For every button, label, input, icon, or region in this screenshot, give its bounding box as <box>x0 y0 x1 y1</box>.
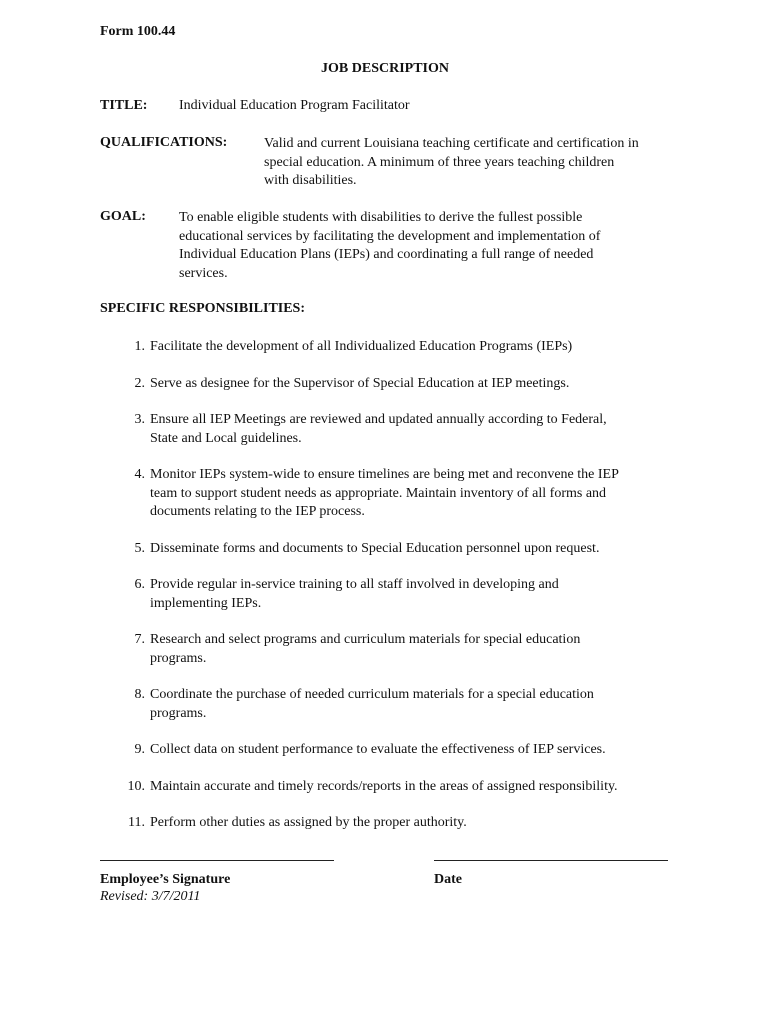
qualifications-line: Valid and current Louisiana teaching certificate and certification in <box>264 136 639 151</box>
qualifications-line: with disabilities. <box>264 173 357 188</box>
item-line: Disseminate forms and documents to Special Education personnel upon request. <box>150 540 600 556</box>
item-number: 5. <box>134 540 145 556</box>
item-line: Monitor IEPs system-wide to ensure timelines are being met and reconvene the IEP <box>150 467 619 482</box>
qualifications-label: QUALIFICATIONS: <box>100 135 228 150</box>
item-line: Perform other duties as assigned by the proper authority. <box>150 815 467 830</box>
employee-signature-label: Employee’s Signature <box>100 872 231 887</box>
item-text <box>145 411 680 448</box>
qualifications-line: special education. A minimum of three years teaching children <box>264 154 615 170</box>
list-item <box>100 576 680 613</box>
date-line[interactable] <box>434 860 668 861</box>
list-item <box>100 631 680 668</box>
item-text <box>145 814 680 833</box>
item-line: Research and select programs and curriculum materials for special education <box>150 632 581 647</box>
list-item <box>100 466 680 522</box>
qualifications-text <box>264 135 684 191</box>
item-line: Collect data on student performance to evaluate the effectiveness of IEP services. <box>150 742 606 757</box>
item-number: 10. <box>127 778 145 794</box>
item-line: Coordinate the purchase of needed curriculum materials for a special education <box>150 687 594 702</box>
list-item <box>100 540 680 559</box>
item-number: 11. <box>128 815 145 830</box>
goal-label: GOAL: <box>100 209 146 224</box>
document-heading: JOB DESCRIPTION <box>321 61 449 76</box>
form-number: Form 100.44 <box>100 24 176 39</box>
goal-text <box>179 209 649 283</box>
list-item <box>100 338 680 357</box>
item-line: State and Local guidelines. <box>150 430 302 446</box>
item-line: Ensure all IEP Meetings are reviewed and updated annually according to Federal, <box>150 412 607 427</box>
item-line: documents relating to the IEP process. <box>150 504 365 519</box>
item-number: 9. <box>134 742 145 757</box>
item-number: 2. <box>134 375 145 391</box>
goal-line: services. <box>179 265 228 281</box>
item-line: Maintain accurate and timely records/reports in the areas of assigned responsibility. <box>150 778 618 794</box>
item-text <box>145 540 680 559</box>
revised-date: Revised: 3/7/2011 <box>100 889 201 904</box>
list-item <box>100 375 680 394</box>
responsibilities-list <box>100 338 680 851</box>
employee-signature-line[interactable] <box>100 860 334 861</box>
list-item <box>100 741 680 760</box>
title-label: TITLE: <box>100 98 148 113</box>
item-text <box>145 686 680 723</box>
item-line: Serve as designee for the Supervisor of Special Education at IEP meetings. <box>150 375 570 391</box>
item-line: team to support student needs as appropriate. Maintain inventory of all forms and <box>150 485 607 501</box>
list-item <box>100 411 680 448</box>
item-line: Facilitate the development of all Individualized Education Programs (IEPs) <box>150 339 573 354</box>
item-text <box>145 778 680 797</box>
item-number: 8. <box>134 687 145 702</box>
item-text <box>145 741 680 760</box>
title-value: Individual Education Program Facilitator <box>179 98 410 113</box>
item-number: 4. <box>134 467 145 482</box>
item-line: programs. <box>150 650 207 666</box>
date-label: Date <box>434 872 462 887</box>
goal-line: educational services by facilitating the development and implementation of <box>179 228 601 244</box>
goal-line: Individual Education Plans (IEPs) and coordinating a full range of needed <box>179 247 594 262</box>
item-line: Provide regular in-service training to all staff involved in developing and <box>150 577 559 592</box>
list-item <box>100 686 680 723</box>
item-text <box>145 466 680 522</box>
item-number: 7. <box>134 632 145 647</box>
item-text <box>145 631 680 668</box>
responsibilities-heading: SPECIFIC RESPONSIBILITIES: <box>100 301 306 316</box>
item-line: programs. <box>150 705 207 721</box>
item-number: 1. <box>134 339 145 354</box>
item-line: implementing IEPs. <box>150 595 262 611</box>
item-number: 3. <box>134 412 145 427</box>
item-text <box>145 375 680 394</box>
goal-line: To enable eligible students with disabilities to derive the fullest possible <box>179 210 583 225</box>
item-text <box>145 576 680 613</box>
item-text <box>145 338 680 357</box>
list-item <box>100 814 680 833</box>
list-item <box>100 778 680 797</box>
item-number: 6. <box>134 577 145 592</box>
